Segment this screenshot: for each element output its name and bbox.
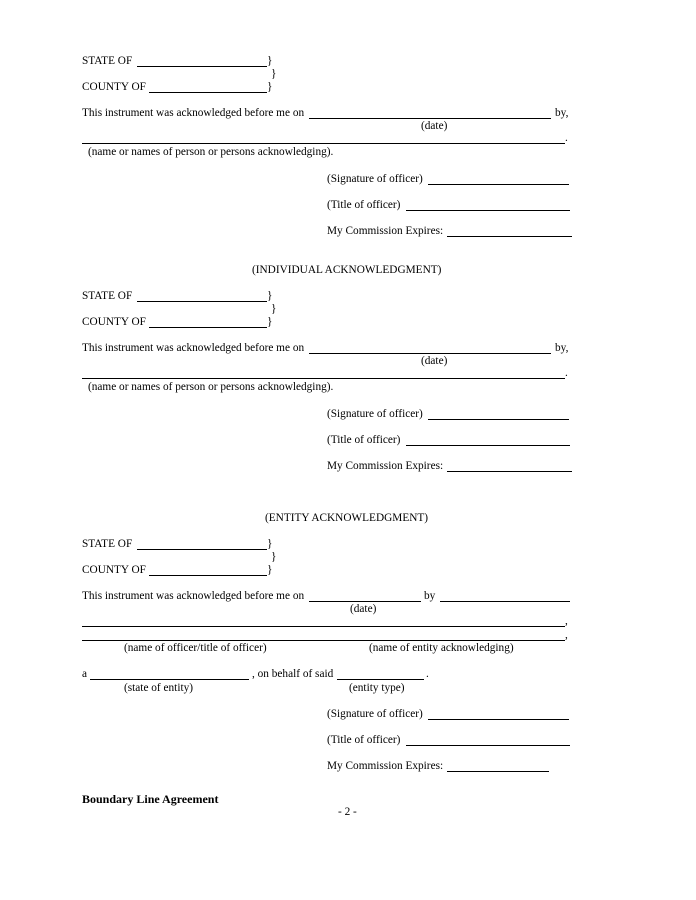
- state-field[interactable]: [137, 301, 267, 302]
- state-label: STATE OF: [82, 290, 133, 302]
- county-label: COUNTY OF: [82, 316, 146, 328]
- state-label: STATE OF: [82, 55, 133, 67]
- by-text: by,: [555, 107, 569, 119]
- officer-name-field[interactable]: [440, 601, 570, 602]
- names-caption: (name or names of person or persons acknowledging).: [88, 381, 334, 393]
- commission-label: My Commission Expires:: [327, 460, 444, 472]
- comma: ,: [565, 629, 568, 641]
- title-label: (Title of officer): [327, 734, 401, 746]
- commission-field[interactable]: [447, 236, 572, 237]
- officer-line-field[interactable]: [82, 626, 565, 627]
- acknowledgment-text: This instrument was acknowledged before me on: [82, 590, 305, 602]
- commission-field[interactable]: [447, 471, 572, 472]
- state-of-entity-caption: (state of entity): [124, 682, 194, 694]
- county-field[interactable]: [149, 92, 267, 93]
- state-label: STATE OF: [82, 538, 133, 550]
- state-field[interactable]: [137, 549, 267, 550]
- date-caption: (date): [421, 120, 448, 132]
- entity-type-field[interactable]: [337, 679, 424, 680]
- officer-caption: (name of officer/title of officer): [124, 642, 267, 654]
- entity-name-field[interactable]: [82, 640, 565, 641]
- brace: }: [271, 303, 277, 315]
- entity-caption: (name of entity acknowledging): [369, 642, 514, 654]
- comma: ,: [565, 615, 568, 627]
- title-label: (Title of officer): [327, 199, 401, 211]
- date-field[interactable]: [309, 353, 551, 354]
- entity-type-caption: (entity type): [349, 682, 405, 694]
- acknowledgment-text: This instrument was acknowledged before me on: [82, 342, 305, 354]
- brace: }: [267, 81, 273, 93]
- period: .: [565, 132, 568, 144]
- state-field[interactable]: [137, 66, 267, 67]
- document-title: Boundary Line Agreement: [82, 792, 219, 806]
- date-field[interactable]: [309, 118, 551, 119]
- brace: }: [267, 538, 273, 550]
- county-label: COUNTY OF: [82, 564, 146, 576]
- signature-field[interactable]: [428, 719, 569, 720]
- a-text: a: [82, 668, 88, 680]
- signature-label: (Signature of officer): [327, 408, 423, 420]
- brace: }: [267, 316, 273, 328]
- county-field[interactable]: [149, 327, 267, 328]
- page-number: - 2 -: [338, 806, 357, 818]
- brace: }: [267, 290, 273, 302]
- date-caption: (date): [421, 355, 448, 367]
- title-label: (Title of officer): [327, 434, 401, 446]
- commission-field[interactable]: [447, 771, 549, 772]
- brace: }: [271, 68, 277, 80]
- by-text: by,: [555, 342, 569, 354]
- period: .: [426, 668, 429, 680]
- acknowledgment-text: This instrument was acknowledged before me on: [82, 107, 305, 119]
- brace: }: [267, 55, 273, 67]
- commission-label: My Commission Expires:: [327, 225, 444, 237]
- names-field[interactable]: [82, 378, 565, 379]
- state-of-entity-field[interactable]: [90, 679, 249, 680]
- signature-label: (Signature of officer): [327, 708, 423, 720]
- title-field[interactable]: [406, 210, 570, 211]
- title-field[interactable]: [406, 445, 570, 446]
- commission-label: My Commission Expires:: [327, 760, 444, 772]
- names-caption: (name or names of person or persons acknowledging).: [88, 146, 334, 158]
- county-field[interactable]: [149, 575, 267, 576]
- brace: }: [267, 564, 273, 576]
- names-field[interactable]: [82, 143, 565, 144]
- signature-field[interactable]: [428, 419, 569, 420]
- by-text: by: [424, 590, 436, 602]
- signature-label: (Signature of officer): [327, 173, 423, 185]
- county-label: COUNTY OF: [82, 81, 146, 93]
- signature-field[interactable]: [428, 184, 569, 185]
- date-field[interactable]: [309, 601, 421, 602]
- entity-heading: (ENTITY ACKNOWLEDGMENT): [265, 512, 429, 524]
- period: .: [565, 367, 568, 379]
- date-caption: (date): [350, 603, 377, 615]
- brace: }: [271, 551, 277, 563]
- title-field[interactable]: [406, 745, 570, 746]
- behalf-text: , on behalf of said: [252, 668, 334, 680]
- individual-heading: (INDIVIDUAL ACKNOWLEDGMENT): [252, 264, 442, 276]
